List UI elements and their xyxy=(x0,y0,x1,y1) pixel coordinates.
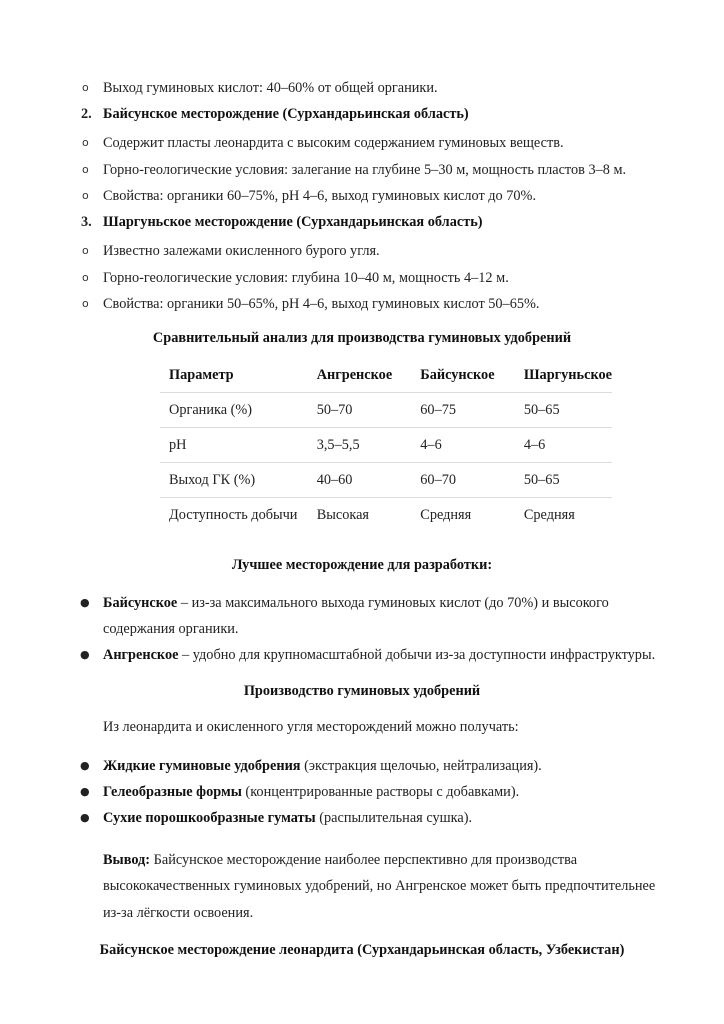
table-cell: Органика (%) xyxy=(169,401,253,418)
table-cell: Выход ГК (%) xyxy=(169,471,256,488)
sub-bullet-marker: o xyxy=(82,297,89,310)
table-row xyxy=(160,463,612,498)
production-heading: Производство гуминовых удобрений xyxy=(243,683,481,699)
table-header-row xyxy=(160,358,612,393)
table-header-cell: Ангренское xyxy=(316,366,393,383)
best-deposit-heading: Лучшее месторождение для разработки: xyxy=(231,557,493,573)
table-cell: 60–70 xyxy=(420,471,457,488)
sub-bullet-marker: o xyxy=(82,189,89,202)
sub-bullet-text: Свойства: органики 50–65%, pH 4–6, выход гуминовых кислот 50–65%. xyxy=(103,296,540,312)
bullet-marker: ● xyxy=(80,759,90,772)
bullet-marker: ● xyxy=(80,648,90,661)
table-cell: Средняя xyxy=(523,506,575,523)
sub-bullet-marker: o xyxy=(82,81,89,94)
conclusion-line: высококачественных гуминовых удобрений, но Ангренское может быть предпочтительнее xyxy=(103,878,656,894)
table-cell: Высокая xyxy=(316,506,369,523)
sub-bullet-marker: o xyxy=(82,163,89,176)
bullet-marker: ● xyxy=(80,785,90,798)
sub-bullet-text: Свойства: органики 60–75%, pH 4–6, выход гуминовых кислот до 70%. xyxy=(103,188,537,204)
conclusion-line: Вывод: Байсунское месторождение наиболее перспективно для производства xyxy=(103,852,578,868)
sub-bullet-marker: o xyxy=(82,136,89,149)
production-intro: Из леонардита и окисленного угля месторождений можно получать: xyxy=(103,719,519,735)
bullet-text: Гелеобразные формы (концентрированные растворы с добавками). xyxy=(103,784,520,800)
sub-bullet-text: Выход гуминовых кислот: 40–60% от общей органики. xyxy=(103,80,438,96)
table-header-cell: Байсунское xyxy=(420,366,495,383)
sub-bullet-text: Горно-геологические условия: глубина 10–40 м, мощность 4–12 м. xyxy=(103,270,509,286)
table-header-cell: Шаргуньское xyxy=(523,366,612,383)
sub-bullet-text: Известно залежами окисленного бурого угля. xyxy=(103,243,380,259)
table-title: Сравнительный анализ для производства гуминовых удобрений xyxy=(152,330,572,346)
section-number: 2. xyxy=(81,106,92,122)
table-cell: Доступность добычи xyxy=(169,506,298,523)
comparison-table xyxy=(160,358,612,532)
table-cell: 4–6 xyxy=(420,436,442,453)
sub-bullet-text: Горно-геологические условия: залегание на глубине 5–30 м, мощность пластов 3–8 м. xyxy=(103,162,627,178)
section-heading: Байсунское месторождение леонардита (Сурхандарьинская область, Узбекистан) xyxy=(99,942,625,958)
section-title: Байсунское месторождение (Сурхандарьинская область) xyxy=(103,106,469,122)
table-cell: 50–65 xyxy=(523,401,560,418)
table-header-cell: Параметр xyxy=(169,366,234,383)
bullet-text: Сухие порошкообразные гуматы (распылительная сушка). xyxy=(103,810,473,826)
bullet-text-continuation: содержания органики. xyxy=(103,621,239,637)
bullet-marker: ● xyxy=(80,596,90,609)
table-row xyxy=(160,428,612,463)
table-cell: Средняя xyxy=(420,506,472,523)
sub-bullet-text: Содержит пласты леонардита с высоким содержанием гуминовых веществ. xyxy=(103,135,564,151)
table-cell: 40–60 xyxy=(316,471,353,488)
conclusion-line: из-за лёгкости освоения. xyxy=(103,905,254,921)
section-title: Шаргуньское месторождение (Сурхандарьинская область) xyxy=(103,214,483,230)
table-cell: 3,5–5,5 xyxy=(316,436,360,453)
table-cell: 60–75 xyxy=(420,401,457,418)
sub-bullet-marker: o xyxy=(82,271,89,284)
bullet-text: Жидкие гуминовые удобрения (экстракция щелочью, нейтрализация). xyxy=(103,758,542,774)
bullet-marker: ● xyxy=(80,811,90,824)
table-cell: 4–6 xyxy=(523,436,546,453)
section-number: 3. xyxy=(81,214,92,230)
table-row xyxy=(160,498,612,533)
bullet-text: Ангренское – удобно для крупномасштабной добычи из-за доступности инфраструктуры. xyxy=(103,647,656,663)
bullet-text: Байсунское – из-за максимального выхода гуминовых кислот (до 70%) и высокого xyxy=(103,595,609,611)
sub-bullet-marker: o xyxy=(82,244,89,257)
table-cell: 50–65 xyxy=(523,471,560,488)
table-cell: 50–70 xyxy=(316,401,353,418)
table-row xyxy=(160,393,612,428)
table-cell: pH xyxy=(169,436,187,453)
